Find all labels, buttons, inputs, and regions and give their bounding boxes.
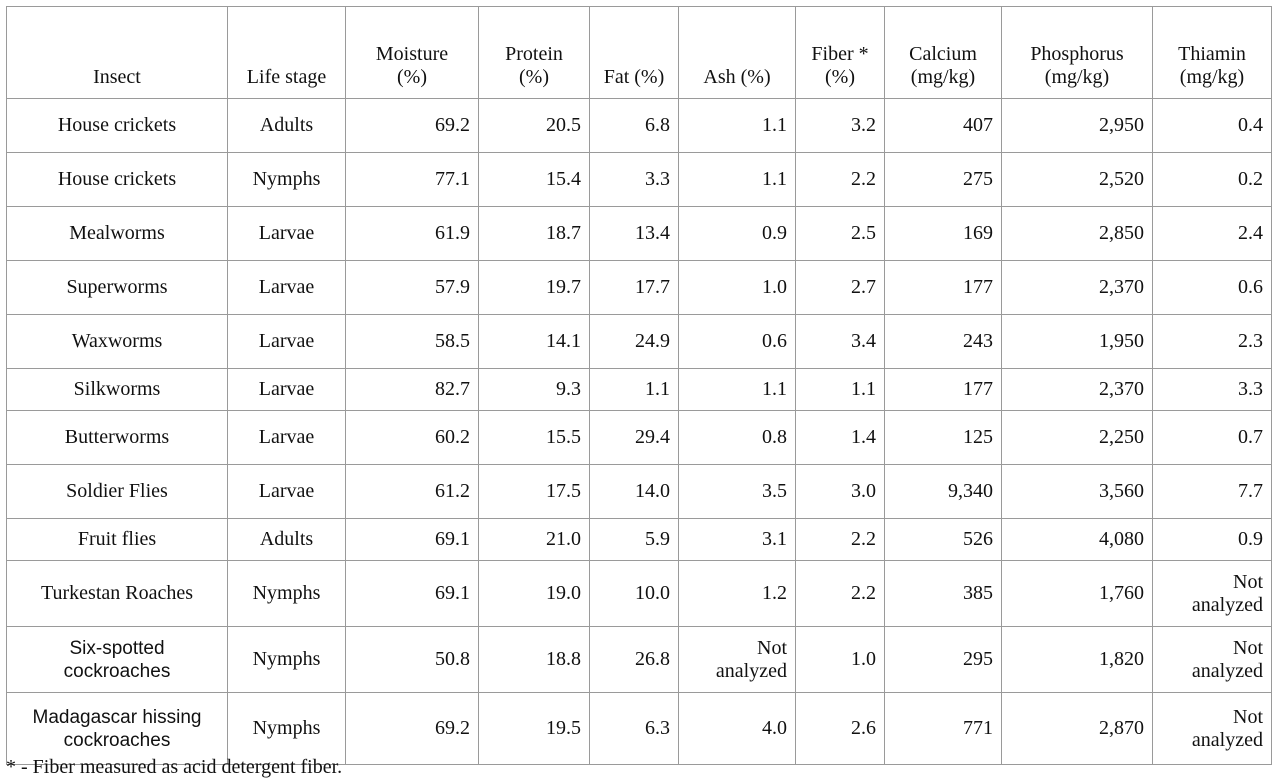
table-row [7, 561, 1272, 627]
cell-insect: Waxworms [7, 315, 228, 369]
table-row [7, 315, 1272, 369]
cell-fiber: 3.0 [796, 465, 885, 519]
cell-ash: 3.5 [679, 465, 796, 519]
cell-phosphorus: 3,560 [1002, 465, 1153, 519]
cell-protein: 14.1 [479, 315, 590, 369]
cell-calcium: 243 [885, 315, 1002, 369]
cell-stage: Larvae [228, 261, 346, 315]
cell-stage: Nymphs [228, 153, 346, 207]
header-phosphorus: Phosphorus (mg/kg) [1002, 7, 1153, 99]
cell-moisture: 58.5 [346, 315, 479, 369]
cell-calcium: 9,340 [885, 465, 1002, 519]
cell-phosphorus: 2,850 [1002, 207, 1153, 261]
cell-ash: 1.0 [679, 261, 796, 315]
cell-thiamin: 0.9 [1153, 519, 1272, 561]
cell-moisture: 77.1 [346, 153, 479, 207]
cell-calcium: 125 [885, 411, 1002, 465]
cell-protein: 19.5 [479, 693, 590, 765]
cell-thiamin: 2.4 [1153, 207, 1272, 261]
cell-moisture: 69.1 [346, 519, 479, 561]
cell-stage: Larvae [228, 315, 346, 369]
table-row [7, 411, 1272, 465]
cell-stage: Larvae [228, 369, 346, 411]
cell-calcium: 407 [885, 99, 1002, 153]
cell-ash: 0.8 [679, 411, 796, 465]
cell-thiamin: 0.6 [1153, 261, 1272, 315]
cell-stage: Nymphs [228, 561, 346, 627]
cell-ash: 0.9 [679, 207, 796, 261]
cell-protein: 18.8 [479, 627, 590, 693]
cell-moisture: 69.1 [346, 561, 479, 627]
cell-thiamin: 3.3 [1153, 369, 1272, 411]
header-thiamin: Thiamin (mg/kg) [1153, 7, 1272, 99]
cell-protein: 19.0 [479, 561, 590, 627]
cell-fiber: 3.4 [796, 315, 885, 369]
cell-fiber: 2.2 [796, 153, 885, 207]
cell-phosphorus: 2,870 [1002, 693, 1153, 765]
cell-insect: Soldier Flies [7, 465, 228, 519]
cell-phosphorus: 2,520 [1002, 153, 1153, 207]
header-fiber: Fiber * (%) [796, 7, 885, 99]
cell-moisture: 60.2 [346, 411, 479, 465]
header-moisture: Moisture (%) [346, 7, 479, 99]
cell-insect: Fruit flies [7, 519, 228, 561]
cell-fiber: 1.4 [796, 411, 885, 465]
cell-stage: Larvae [228, 411, 346, 465]
cell-insect: Silkworms [7, 369, 228, 411]
cell-thiamin: Not analyzed [1153, 561, 1272, 627]
cell-insect: Six-spotted cockroaches [7, 627, 228, 693]
cell-calcium: 771 [885, 693, 1002, 765]
table-row [7, 153, 1272, 207]
cell-thiamin: 0.7 [1153, 411, 1272, 465]
cell-moisture: 61.2 [346, 465, 479, 519]
cell-calcium: 385 [885, 561, 1002, 627]
cell-insect: Butterworms [7, 411, 228, 465]
table-row [7, 261, 1272, 315]
cell-fat: 6.3 [590, 693, 679, 765]
cell-fat: 13.4 [590, 207, 679, 261]
header-calcium: Calcium (mg/kg) [885, 7, 1002, 99]
cell-calcium: 526 [885, 519, 1002, 561]
table-header-row [7, 7, 1272, 99]
cell-fiber: 1.0 [796, 627, 885, 693]
header-ash: Ash (%) [679, 7, 796, 99]
cell-stage: Adults [228, 519, 346, 561]
cell-thiamin: 0.4 [1153, 99, 1272, 153]
cell-fat: 10.0 [590, 561, 679, 627]
cell-phosphorus: 2,370 [1002, 369, 1153, 411]
cell-insect: Superworms [7, 261, 228, 315]
table-row [7, 99, 1272, 153]
nutrition-table-container [6, 6, 1272, 765]
table-row [7, 465, 1272, 519]
cell-moisture: 69.2 [346, 99, 479, 153]
cell-fiber: 2.6 [796, 693, 885, 765]
cell-phosphorus: 2,370 [1002, 261, 1153, 315]
cell-fiber: 2.7 [796, 261, 885, 315]
cell-moisture: 61.9 [346, 207, 479, 261]
cell-stage: Nymphs [228, 627, 346, 693]
cell-fat: 26.8 [590, 627, 679, 693]
cell-fat: 17.7 [590, 261, 679, 315]
cell-fat: 3.3 [590, 153, 679, 207]
cell-fat: 6.8 [590, 99, 679, 153]
cell-fat: 29.4 [590, 411, 679, 465]
table-row [7, 369, 1272, 411]
cell-protein: 19.7 [479, 261, 590, 315]
cell-phosphorus: 2,950 [1002, 99, 1153, 153]
header-insect: Insect [7, 7, 228, 99]
cell-calcium: 275 [885, 153, 1002, 207]
cell-stage: Larvae [228, 207, 346, 261]
header-protein: Protein (%) [479, 7, 590, 99]
cell-fiber: 2.2 [796, 519, 885, 561]
cell-phosphorus: 1,760 [1002, 561, 1153, 627]
cell-protein: 15.4 [479, 153, 590, 207]
fiber-footnote: * - Fiber measured as acid detergent fiber. [6, 756, 343, 778]
cell-protein: 15.5 [479, 411, 590, 465]
cell-protein: 17.5 [479, 465, 590, 519]
cell-moisture: 57.9 [346, 261, 479, 315]
cell-fiber: 1.1 [796, 369, 885, 411]
cell-fat: 1.1 [590, 369, 679, 411]
cell-fat: 5.9 [590, 519, 679, 561]
cell-protein: 18.7 [479, 207, 590, 261]
cell-calcium: 177 [885, 369, 1002, 411]
cell-fat: 24.9 [590, 315, 679, 369]
cell-thiamin: Not analyzed [1153, 693, 1272, 765]
cell-insect: House crickets [7, 99, 228, 153]
cell-fat: 14.0 [590, 465, 679, 519]
table-row [7, 627, 1272, 693]
insect-nutrition-table [6, 6, 1272, 765]
cell-moisture: 50.8 [346, 627, 479, 693]
cell-ash: 3.1 [679, 519, 796, 561]
cell-protein: 20.5 [479, 99, 590, 153]
cell-protein: 9.3 [479, 369, 590, 411]
cell-phosphorus: 1,950 [1002, 315, 1153, 369]
table-row [7, 519, 1272, 561]
cell-fiber: 3.2 [796, 99, 885, 153]
cell-ash: 1.1 [679, 369, 796, 411]
table-body [7, 99, 1272, 765]
cell-ash: Not analyzed [679, 627, 796, 693]
cell-ash: 1.1 [679, 99, 796, 153]
cell-moisture: 82.7 [346, 369, 479, 411]
header-life-stage: Life stage [228, 7, 346, 99]
cell-stage: Adults [228, 99, 346, 153]
cell-phosphorus: 4,080 [1002, 519, 1153, 561]
cell-ash: 1.1 [679, 153, 796, 207]
cell-thiamin: 0.2 [1153, 153, 1272, 207]
table-row [7, 693, 1272, 765]
header-fat: Fat (%) [590, 7, 679, 99]
cell-calcium: 177 [885, 261, 1002, 315]
cell-phosphorus: 2,250 [1002, 411, 1153, 465]
cell-calcium: 169 [885, 207, 1002, 261]
cell-fiber: 2.5 [796, 207, 885, 261]
cell-thiamin: 7.7 [1153, 465, 1272, 519]
cell-ash: 0.6 [679, 315, 796, 369]
cell-ash: 1.2 [679, 561, 796, 627]
cell-insect: Turkestan Roaches [7, 561, 228, 627]
table-row [7, 207, 1272, 261]
cell-insect: House crickets [7, 153, 228, 207]
cell-insect: Madagascar hissing cockroaches [7, 693, 228, 765]
cell-ash: 4.0 [679, 693, 796, 765]
cell-thiamin: Not analyzed [1153, 627, 1272, 693]
cell-stage: Nymphs [228, 693, 346, 765]
cell-thiamin: 2.3 [1153, 315, 1272, 369]
cell-calcium: 295 [885, 627, 1002, 693]
cell-insect: Mealworms [7, 207, 228, 261]
cell-stage: Larvae [228, 465, 346, 519]
cell-moisture: 69.2 [346, 693, 479, 765]
cell-fiber: 2.2 [796, 561, 885, 627]
cell-phosphorus: 1,820 [1002, 627, 1153, 693]
cell-protein: 21.0 [479, 519, 590, 561]
